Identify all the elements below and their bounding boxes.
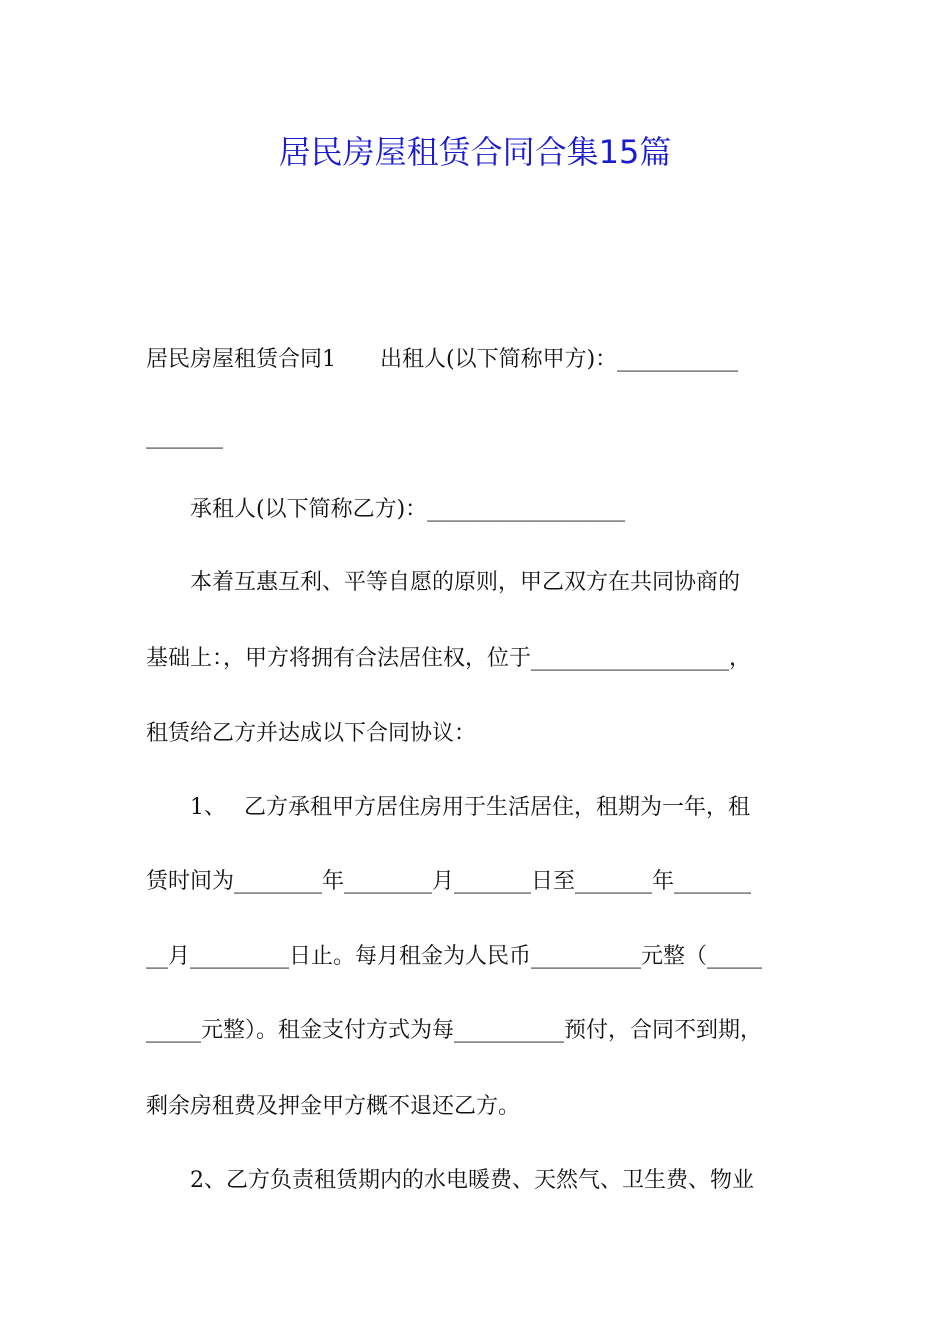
text-line-4: 本着互惠互利、平等自愿的原则，甲乙双方在共同协商的 (146, 570, 741, 595)
text-line-6: 租赁给乙方并达成以下合同协议： (146, 721, 477, 746)
text-line-5: 基础上：，甲方将拥有合法居住权，位于__________________， (146, 646, 752, 671)
text-line-12: 2、乙方负责租赁期内的水电暖费、天然气、卫生费、物业 (146, 1168, 754, 1193)
text-line-1: 居民房屋租赁合同1 出租人(以下简称甲方)：___________ (146, 347, 739, 372)
text-line-10: _____元整）。租金支付方式为每__________预付，合同不到期， (146, 1018, 763, 1043)
text-line-8: 赁时间为________年________月_______日至_______年_______ (146, 869, 752, 894)
text-line-7: 1、 乙方承租甲方居住房用于生活居住，租期为一年，租 (146, 795, 750, 820)
text-line-9: __月_________日止。每月租金为人民币__________元整（_____ (146, 944, 763, 969)
text-line-11: 剩余房租费及押金甲方概不退还乙方。 (146, 1094, 521, 1119)
text-line-3: 承租人(以下简称乙方)：__________________ (146, 497, 626, 522)
document-title: 居民房屋租赁合同合集15篇 (278, 133, 672, 171)
text-line-2: _______ (146, 424, 223, 449)
